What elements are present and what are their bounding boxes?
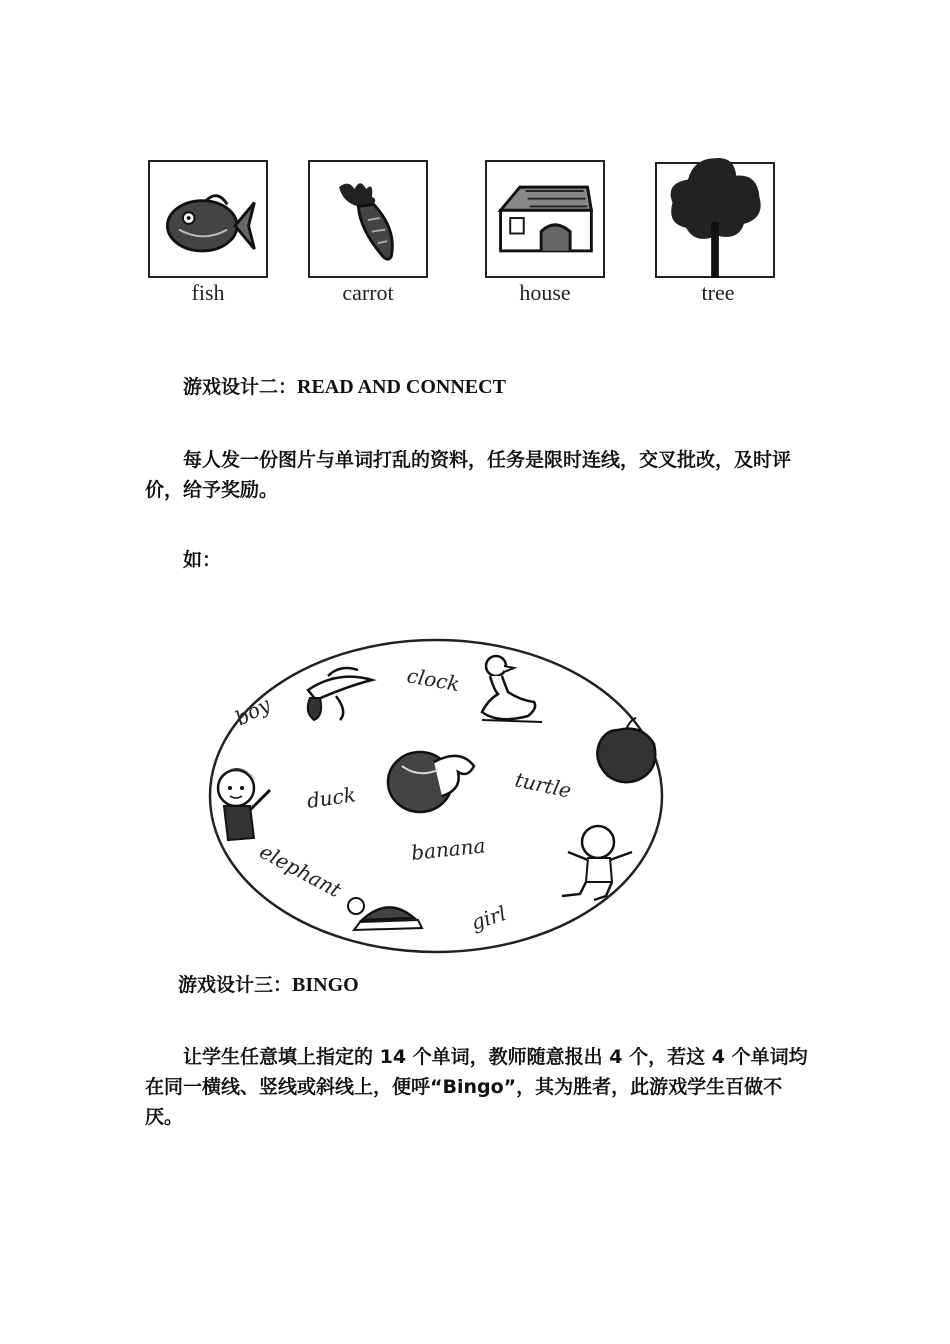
child-icon — [562, 826, 632, 900]
word-elephant: elephant — [255, 839, 346, 903]
word-duck: duck — [305, 782, 358, 813]
tree-icon — [657, 164, 773, 276]
picture-card-fish — [148, 160, 268, 278]
word-clock: clock — [405, 663, 462, 697]
section-2-heading — [183, 372, 848, 402]
word-girl: girl — [468, 901, 509, 935]
fish-icon — [150, 162, 266, 276]
cabbage-icon — [388, 752, 474, 812]
word-turtle: turtle — [512, 767, 574, 803]
word-banana: banana — [410, 833, 487, 865]
section-2-paragraph: 每人发一份图片与单词打乱的资料，任务是限时连线，交叉批改，及时评价，给予奖励。 — [145, 449, 792, 501]
word-boy: boy — [231, 692, 275, 731]
example-label: 如： — [183, 549, 222, 571]
card-caption-tree: tree — [701, 280, 735, 305]
card-caption-fish: fish — [191, 280, 225, 305]
carrot-icon — [310, 162, 426, 276]
banana-icon — [308, 668, 372, 720]
read-and-connect-oval — [198, 620, 678, 960]
house-icon — [487, 162, 603, 276]
duck-icon — [482, 656, 542, 722]
section-3-title-cn: 游戏设计三： — [178, 974, 293, 996]
picture-card-carrot — [308, 160, 428, 278]
boy-icon — [218, 768, 270, 840]
section-3-title-en: BINGO — [292, 974, 359, 996]
card-caption-house: house — [519, 280, 571, 305]
turtle-icon — [348, 898, 422, 930]
card-caption-carrot: carrot — [342, 280, 394, 305]
section-3-paragraph: 让学生任意填上指定的 14 个单词，教师随意报出 4 个，若这 4 个单词均在同一横线、竖线或斜线上，便呼“Bingo”，其为胜者，此游戏学生百做不厌。 — [145, 1046, 808, 1128]
apple-icon — [597, 718, 655, 782]
picture-card-tree — [655, 162, 775, 278]
section-3-heading — [178, 970, 843, 1000]
section-2-title-en: READ AND CONNECT — [297, 376, 506, 398]
picture-card-house — [485, 160, 605, 278]
section-2-title-cn: 游戏设计二： — [183, 376, 298, 398]
